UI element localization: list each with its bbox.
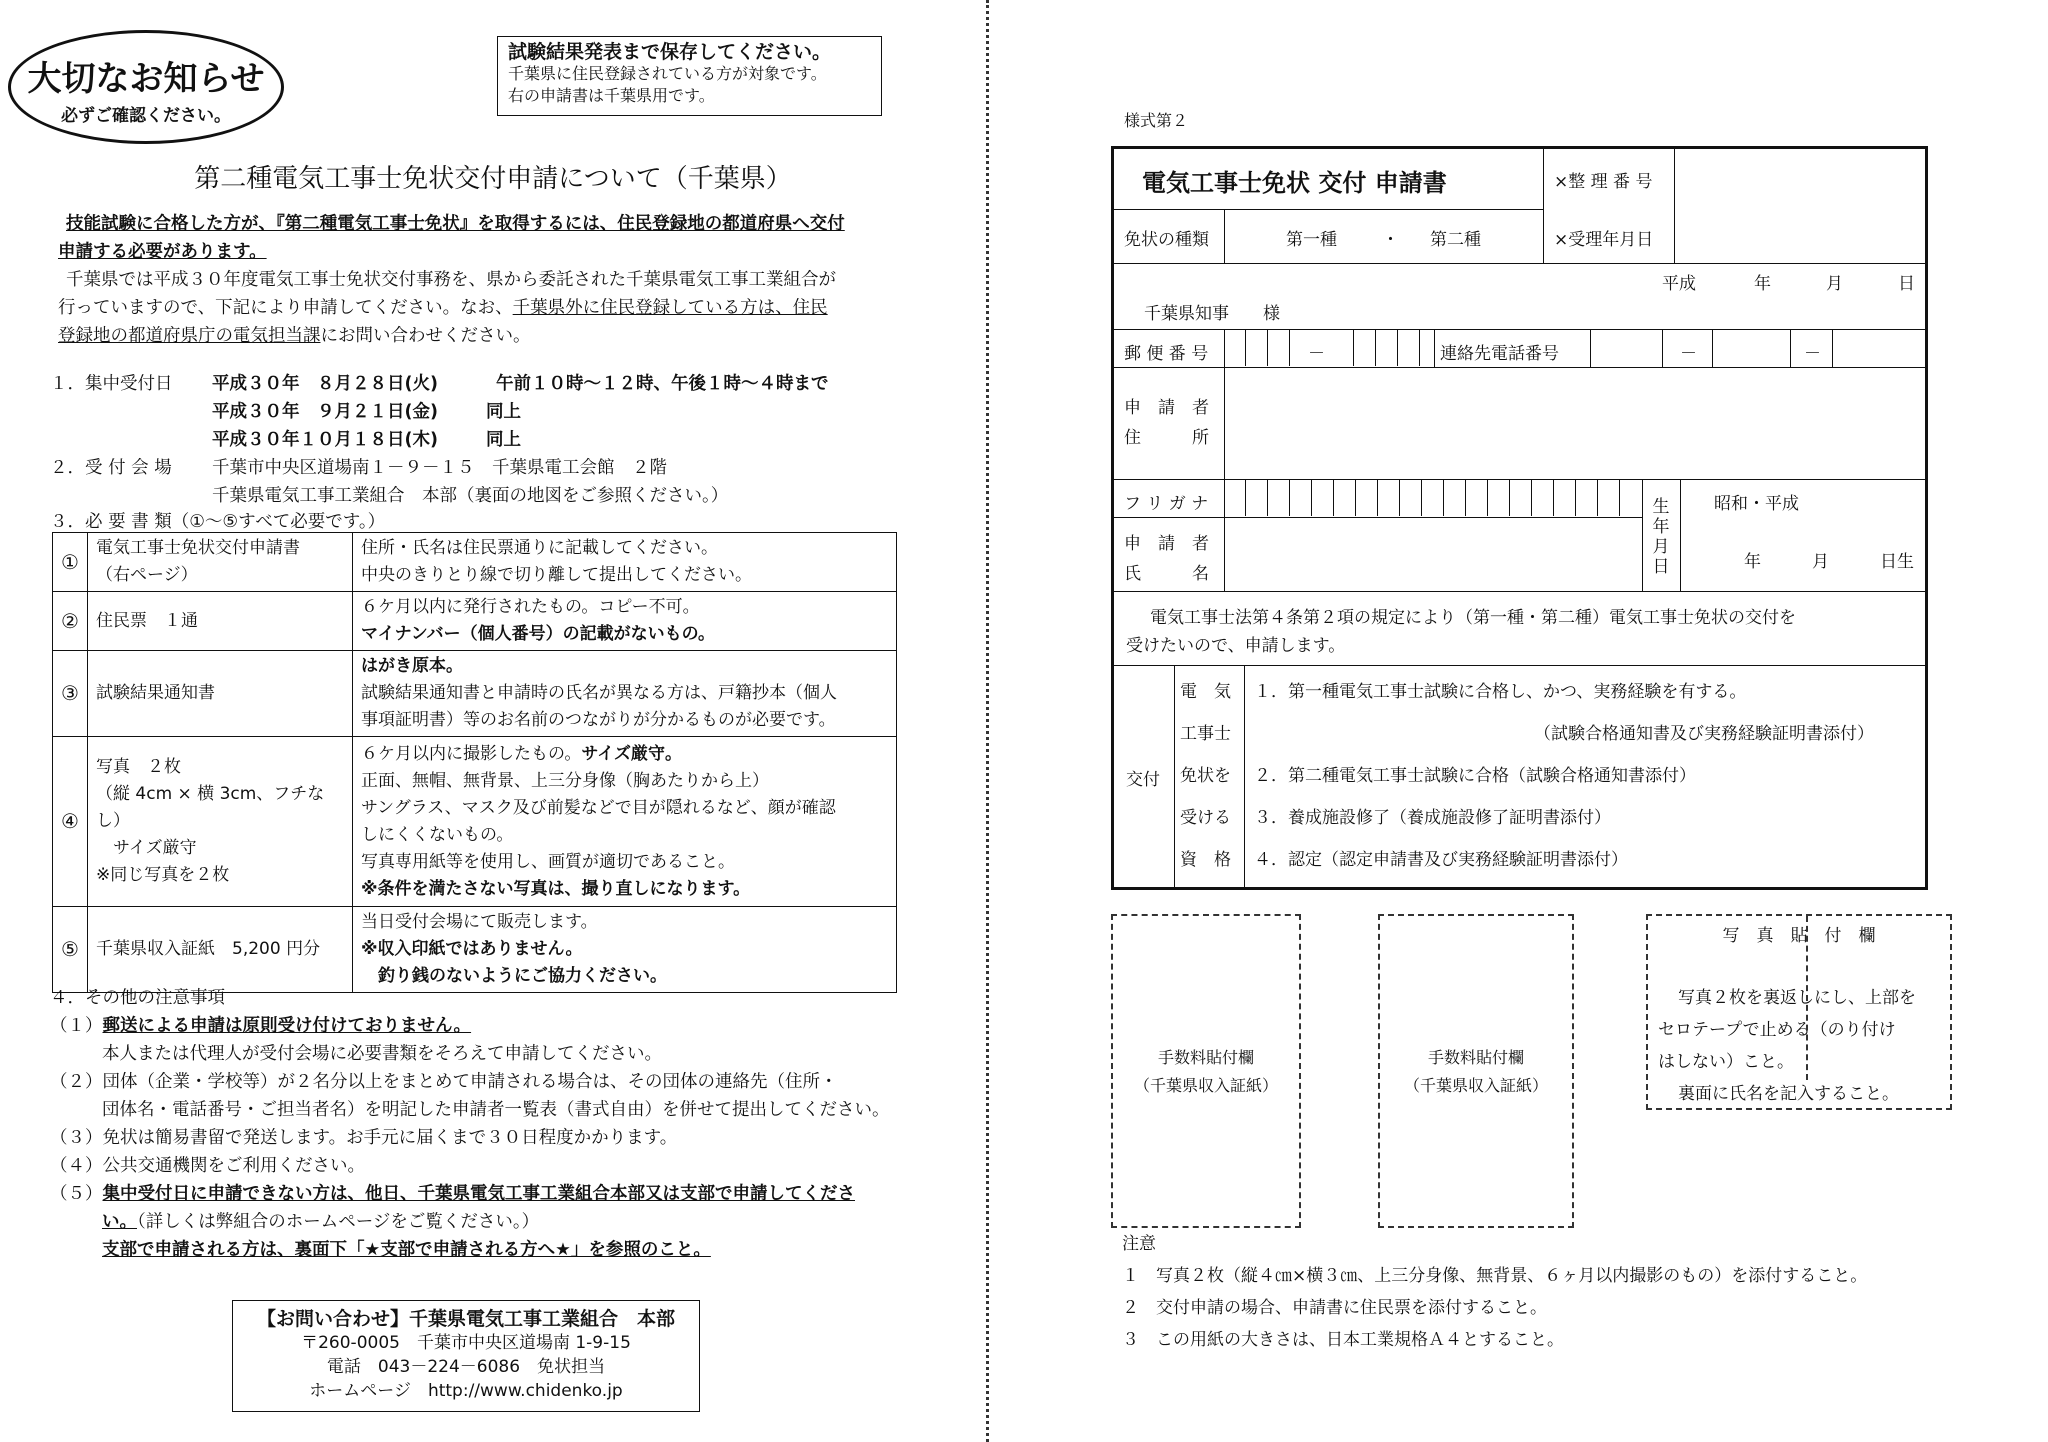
contact-web: ホームページ http://www.chidenko.jp	[309, 1381, 623, 1401]
fee-stamp-box-2	[1378, 914, 1574, 1228]
doc-num: ④	[53, 737, 88, 907]
schedule-date-1: 平成３０年 ８月２８日(火)	[212, 374, 438, 394]
table-row	[53, 651, 897, 737]
doc-desc: マイナンバー（個人番号）の記載がないもの。	[361, 624, 715, 644]
doc-name-sub: サイズ厳守	[96, 838, 197, 858]
badge-title: 大切なお知らせ	[27, 59, 265, 99]
doc-desc-cell	[353, 592, 897, 651]
qualification-3: ３．養成施設修了（養成施設修了証明書添付）	[1254, 808, 1611, 828]
fee-stamp-box-1	[1111, 914, 1301, 1228]
doc-name-cell	[88, 533, 353, 592]
doc-num: ②	[53, 592, 88, 651]
doc-num: ③	[53, 651, 88, 737]
doc-name-cell	[88, 592, 353, 651]
doc-desc: 中央のきりとり線で切り離して提出してください。	[361, 565, 752, 585]
schedule-time-2: 同上	[486, 402, 521, 422]
note-5-num: （５）	[50, 1184, 103, 1204]
note-5-sub1b: （詳しくは弊組合のホームページをご覧ください。）	[137, 1212, 540, 1232]
doc-name-sub: （縦 4cm × 横 3cm、フチなし）	[96, 784, 325, 831]
intro-paragraph	[58, 210, 878, 350]
phone-label: 連絡先電話番号	[1440, 344, 1559, 364]
qualification-4: ４．認定（認定申請書及び実務経験証明書添付）	[1254, 850, 1628, 870]
intro-p2-line1: 千葉県では平成３０年度電気工事士免状交付事務を、県から委託された千葉県電気工事工業組合が	[66, 270, 836, 290]
applicant-address-field[interactable]	[1234, 371, 1914, 471]
furigana-boxes[interactable]	[1224, 480, 1620, 516]
receipt-date-label: ×受理年月日	[1554, 230, 1654, 250]
doc-desc: ６ケ月以内に発行されたもの。コピー不可。	[361, 597, 700, 617]
venue-address: 千葉市中央区道場南１－９－１５ 千葉県電工会館 ２階	[212, 458, 667, 478]
applicant-name-field[interactable]	[1234, 521, 1634, 587]
doc-desc: 正面、無帽、無背景、上三分身像（胸あたりから上）	[361, 770, 769, 791]
save-notice-line1: 試験結果発表まで保存してください。	[508, 41, 832, 63]
birth-day: 日生	[1880, 552, 1914, 572]
phone-dash-1: －	[1680, 344, 1697, 364]
doc-desc: はがき原本。	[361, 656, 463, 676]
doc-desc-cell	[353, 651, 897, 737]
qual-side-2: 工事士	[1180, 724, 1231, 744]
postal-code-label: 郵 便 番 号	[1124, 344, 1209, 364]
qualification-1: １．第一種電気工事士試験に合格し、かつ、実務経験を有する。	[1254, 682, 1747, 702]
save-notice-line3: 右の申請書は千葉県用です。	[508, 86, 715, 105]
doc-desc: サングラス、マスク及び前髪などで目が隠れるなど、顔が確認	[361, 797, 836, 818]
license-kind-label: 免状の種類	[1124, 230, 1209, 250]
intro-p2-line3a: 登録地の都道府県庁の電気担当課	[58, 326, 321, 346]
postal-code-boxes-a[interactable]	[1224, 330, 1290, 366]
note-5	[50, 1180, 855, 1208]
doc-name-cell	[88, 651, 353, 737]
intro-p1-line1: 技能試験に合格した方が、『第二種電気工事士免状』を取得するには、住民登録地の都道府県へ交付	[66, 214, 845, 234]
applicant-address-label-2: 住 所	[1124, 428, 1209, 448]
note-4: （４）公共交通機関をご利用ください。	[50, 1156, 365, 1176]
applicant-name-label-2: 氏 名	[1124, 564, 1209, 584]
documents-label: ３．必 要 書 類（①～⑤すべて必要です。）	[50, 512, 386, 532]
qual-side-4: 受ける	[1180, 808, 1231, 828]
table-row	[53, 907, 897, 993]
doc-desc-part: ６ケ月以内に撮影したもの。	[361, 743, 582, 764]
doc-desc-cell	[353, 737, 897, 907]
venue-label: ２．受 付 会 場	[50, 458, 172, 478]
contact-phone: 電話 043－224－6086 免状担当	[326, 1357, 606, 1377]
venue-office: 千葉県電気工事工業組合 本部（裏面の地図をご参照ください。）	[212, 486, 729, 506]
table-row	[53, 737, 897, 907]
intro-p2-line2b: 千葉県外に住民登録している方は、住民	[512, 298, 828, 318]
qual-side-3: 免状を	[1180, 766, 1231, 786]
application-form	[1111, 146, 1928, 890]
doc-desc: 釣り銭のないようにご協力ください。	[361, 966, 667, 986]
governor-address: 千葉県知事 様	[1144, 304, 1280, 324]
birth-year: 年	[1744, 552, 1761, 572]
doc-desc: しにくくないもの。	[361, 824, 514, 845]
schedule-date-3: 平成３０年１０月１８日(木)	[212, 430, 438, 450]
caution-3: ３ この用紙の大きさは、日本工業規格Ａ４とすること。	[1122, 1330, 1564, 1350]
fee-stamp-2-line2: （千葉県収入証紙）	[1403, 1076, 1548, 1095]
applicant-name-label-1: 申 請 者	[1124, 534, 1209, 554]
save-notice-box	[497, 36, 882, 116]
note-5-sub1a: い。	[102, 1212, 137, 1232]
postal-code-boxes-b[interactable]	[1332, 330, 1420, 366]
doc-name: 千葉県収入証紙 5,200 円分	[96, 939, 321, 959]
caution-1: １ 写真２枚（縦４㎝×横３㎝、上三分身像、無背景、６ヶ月以内撮影のもの）を添付すること。	[1122, 1266, 1868, 1286]
fee-stamp-1-line2: （千葉県収入証紙）	[1133, 1076, 1278, 1095]
contact-box	[232, 1300, 700, 1412]
note-1-text: 郵送による申請は原則受け付けておりません。	[102, 1016, 472, 1036]
badge-subtitle: 必ずご確認ください。	[61, 106, 231, 126]
doc-desc: 試験結果通知書と申請時の氏名が異なる方は、戸籍抄本（個人	[361, 683, 837, 703]
date-year: 年	[1754, 274, 1771, 294]
required-documents-table	[52, 532, 897, 993]
doc-desc: ※収入印紙ではありません。	[361, 939, 583, 959]
intro-p2-line2	[58, 294, 878, 322]
license-kind-1: 第一種	[1286, 230, 1337, 250]
doc-desc: 事項証明書）等のお名前のつながりが分かるものが必要です。	[361, 710, 836, 730]
intro-p2-line3b: にお問い合わせください。	[320, 326, 531, 346]
fee-stamp-1-line1: 手数料貼付欄	[1157, 1048, 1254, 1067]
note-2: （２）団体（企業・学校等）が２名分以上をまとめて申請される場合は、その団体の連絡先（住所・	[50, 1072, 838, 1092]
date-day: 日	[1898, 274, 1915, 294]
table-row	[53, 592, 897, 651]
caution-heading: 注意	[1122, 1234, 1156, 1254]
schedule-date-2: 平成３０年 ９月２１日(金)	[212, 402, 438, 422]
doc-name-sub: （右ページ）	[96, 565, 198, 585]
qualification-1-sub: （試験合格通知書及び実務経験証明書添付）	[1534, 724, 1874, 744]
phone-dash-2: －	[1804, 344, 1821, 364]
qual-side-5: 資 格	[1180, 850, 1231, 870]
photo-slot-divider	[1806, 916, 1958, 1080]
fee-stamp-2-line1: 手数料貼付欄	[1427, 1048, 1524, 1067]
doc-name-sub: ※同じ写真を２枚	[96, 865, 230, 885]
kofu-label: 交付	[1126, 770, 1160, 790]
doc-name: 住民票 １通	[96, 610, 198, 631]
form-title: 電気工事士免状 交付 申請書	[1142, 169, 1447, 197]
photo-instruction-1: 写真２枚を裏返しにし、上部を	[1678, 988, 1916, 1008]
note-5-sub2: 支部で申請される方は、裏面下「★支部で申請される方へ★」を参照のこと。	[102, 1240, 711, 1260]
cut-line	[986, 0, 989, 1442]
photo-instruction-3: はしない）こと。	[1658, 1052, 1794, 1072]
contact-heading: 【お問い合わせ】千葉県電気工事工業組合 本部	[256, 1308, 675, 1330]
schedule-time-3: 同上	[486, 430, 521, 450]
statement-line2: 受けたいので、申請します。	[1126, 636, 1346, 656]
doc-desc-cell	[353, 907, 897, 993]
note-5-text: 集中受付日に申請できない方は、他日、千葉県電気工事工業組合本部又は支部で申請してくださ	[102, 1184, 855, 1204]
doc-name-cell	[88, 907, 353, 993]
photo-box-title: 写 真 貼 付 欄	[1722, 926, 1876, 946]
doc-num: ①	[53, 533, 88, 592]
birth-month: 月	[1812, 552, 1829, 572]
note-1-sub: 本人または代理人が受付会場に必要書類をそろえて申請してください。	[102, 1044, 662, 1064]
birth-era: 昭和・平成	[1714, 494, 1799, 514]
schedule-time-1: 午前１０時～１２時、午後１時～４時まで	[496, 374, 829, 394]
qualification-2: ２．第二種電気工事士試験に合格（試験合格通知書添付）	[1254, 766, 1696, 786]
license-kind-2: 第二種	[1430, 230, 1481, 250]
schedule-label-1: １．集中受付日	[50, 374, 173, 394]
seiri-label: ×整 理 番 号	[1554, 172, 1653, 192]
intro-p2-line3	[58, 322, 878, 350]
doc-desc-cell	[353, 533, 897, 592]
note-5-sub1	[102, 1208, 539, 1236]
table-row	[53, 533, 897, 592]
photo-instruction-4: 裏面に氏名を記入すること。	[1678, 1084, 1899, 1104]
doc-num: ⑤	[53, 907, 88, 993]
doc-name-cell	[88, 737, 353, 907]
intro-p1-line2: 申請する必要があります。	[58, 242, 267, 262]
furigana-label: フ リ ガ ナ	[1124, 494, 1209, 514]
important-notice-badge	[8, 30, 284, 144]
doc-desc-part: サイズ厳守。	[581, 743, 682, 764]
note-1-num: （１）	[50, 1016, 103, 1036]
doc-desc: 当日受付会場にて販売します。	[361, 912, 598, 932]
note-1	[50, 1012, 471, 1040]
doc-name: 写真 ２枚	[96, 757, 181, 777]
save-notice-line2: 千葉県に住民登録されている方が対象です。	[508, 64, 827, 83]
notes-heading: ４．その他の注意事項	[50, 988, 225, 1008]
applicant-address-label-1: 申 請 者	[1124, 398, 1209, 418]
qual-side-1: 電 気	[1180, 682, 1231, 702]
contact-address: 〒260-0005 千葉市中央区道場南 1-9-15	[301, 1333, 631, 1353]
doc-desc: ※条件を満たさない写真は、撮り直しになります。	[361, 878, 751, 899]
intro-p2-line2a: 行っていますので、下記により申請してください。なお、	[58, 298, 513, 318]
photo-instruction-2: セロテープで止める（のり付け	[1658, 1020, 1896, 1040]
note-2-sub: 団体名・電話番号・ご担当者名）を明記した申請者一覧表（書式自由）を併せて提出してください。	[102, 1100, 890, 1120]
caution-2: ２ 交付申請の場合、申請書に住民票を添付すること。	[1122, 1298, 1547, 1318]
note-3: （３）免状は簡易書留で発送します。お手元に届くまで３０日程度かかります。	[50, 1128, 678, 1148]
page-title: 第二種電気工事士免状交付申請について（千葉県）	[194, 164, 792, 194]
date-month: 月	[1826, 274, 1843, 294]
birthdate-label: 生年月日	[1652, 497, 1670, 577]
doc-desc: 住所・氏名は住民票通りに記載してください。	[361, 538, 718, 558]
date-era: 平成	[1662, 274, 1696, 294]
license-kind-separator: ・	[1382, 230, 1399, 250]
postal-dash: －	[1308, 344, 1325, 364]
form-number-label: 様式第２	[1124, 111, 1189, 130]
doc-name: 試験結果通知書	[96, 683, 215, 703]
doc-name: 電気工事士免状交付申請書	[96, 538, 300, 558]
doc-desc	[361, 741, 888, 768]
doc-desc: 写真専用紙等を使用し、画質が適切であること。	[361, 851, 735, 872]
statement-line1: 電気工事士法第４条第２項の規定により（第一種・第二種）電気工事士免状の交付を	[1150, 608, 1796, 628]
